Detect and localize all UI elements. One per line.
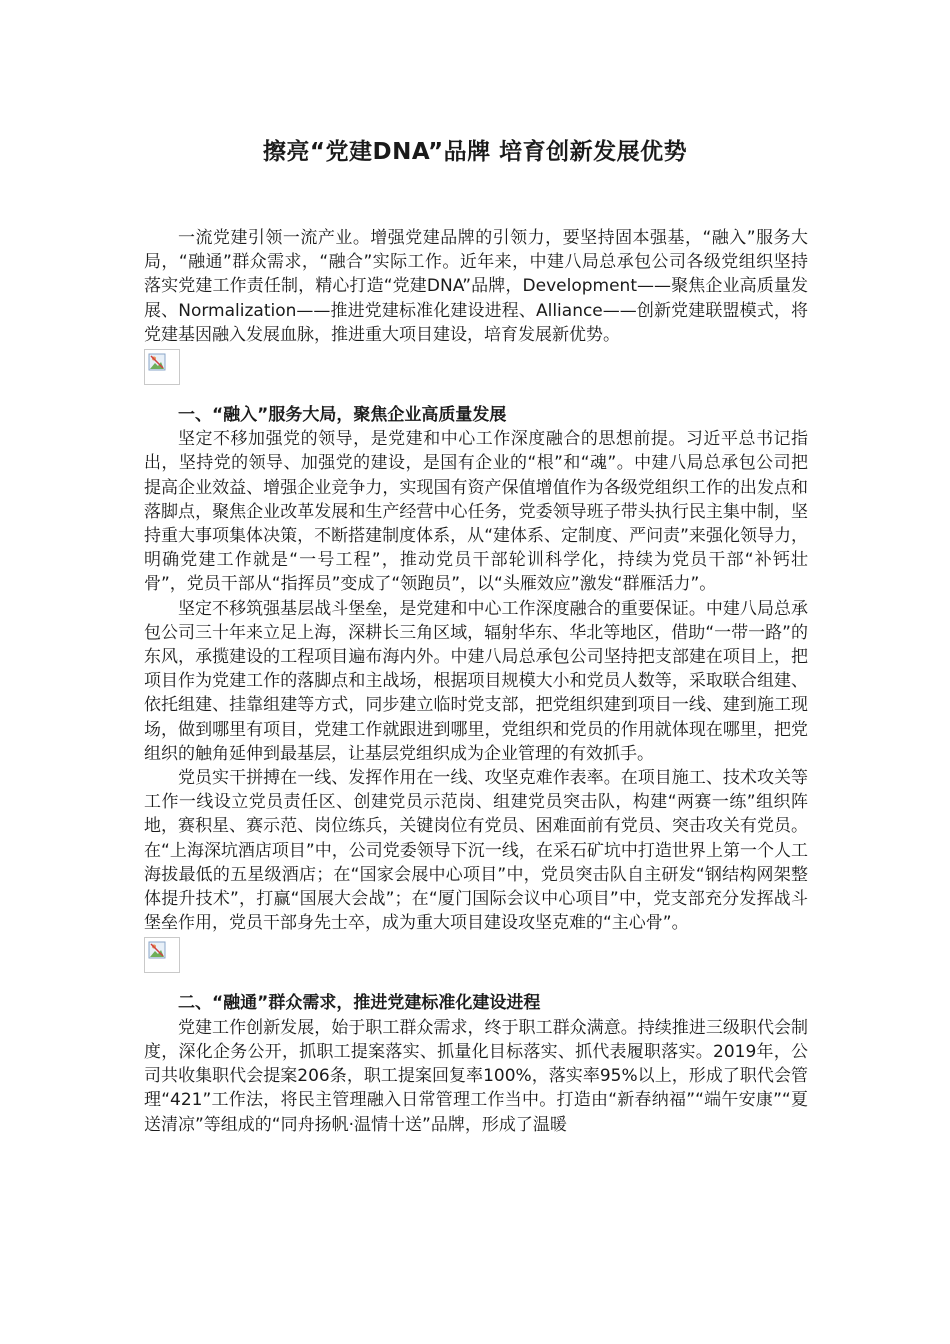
document-title: 擦亮“党建DNA”品牌 培育创新发展优势 <box>262 139 688 165</box>
section-1-paragraph-2: 坚定不移筑强基层战斗堡垒，是党建和中心工作深度融合的重要保证。中建八局总承包公司三十年来立足上海，深耕长三角区域，辐射华东、华北等地区，借助“一带一路”的东风，承揽建设的工程项目遍布海内外。中建八局总承包公司坚持把支部建在项目上，把项目作为党建工作的落脚点和主战场，根据项目规模大小和党员人数等，采取联合组建、依托组建、挂靠组建等方式，同步建立临时党支部，把党组织建到项目一线、建到施工现场，做到哪里有项目，党建工作就跟进到哪里，党组织和党员的作用就体现在哪里，把党组织的触角延伸到最基层，让基层党组织成为企业管理的有效抓手。 <box>144 598 808 764</box>
section-1-paragraph-1: 坚定不移加强党的领导，是党建和中心工作深度融合的思想前提。习近平总书记指出，坚持党的领导、加强党的建设，是国有企业的“根”和“魂”。中建八局总承包公司把提高企业效益、增强企业竞争力，实现国有资产保值增值作为各级党组织工作的出发点和落脚点，聚焦企业改革发展和生产经营中心任务，党委领导班子带头执行民主集中制，坚持重大事项集体决策，不断搭建制度体系，从“建体系、定制度、严问责”来强化领导力，明确党建工作就是“一号工程”，推动党员干部轮训科学化，持续为党员干部“补钙壮骨”，党员干部从“指挥员”变成了“领跑员”，以“头雁效应”激发“群雁活力”。 <box>144 429 808 595</box>
broken-image-icon <box>148 353 176 381</box>
section-2-heading: 二、“融通”群众需求，推进党建标准化建设进程 <box>178 993 541 1014</box>
section-1-heading: 一、“融入”服务大局，聚焦企业高质量发展 <box>178 405 507 426</box>
image-placeholder <box>144 937 180 973</box>
image-placeholder <box>144 349 180 385</box>
document-body <box>144 226 808 1137</box>
section-2-paragraph-1: 党建工作创新发展，始于职工群众需求，终于职工群众满意。持续推进三级职代会制度，深化企务公开，抓职工提案落实、抓量化目标落实、抓代表履职落实。2019年，公司共收集职代会提案206条，职工提案回复率100%，落实率95%以上，形成了职代会管理“421”工作法，将民主管理融入日常管理工作当中。打造由“新春纳福”“端午安康”“夏送清凉”等组成的“同舟扬帆·温情十送”品牌，形成了温暖 <box>144 1017 808 1135</box>
section-1-paragraph-3: 党员实干拼搏在一线、发挥作用在一线、攻坚克难作表率。在项目施工、技术攻关等工作一线设立党员责任区、创建党员示范岗、组建党员突击队，构建“两赛一练”组织阵地，赛积星、赛示范、岗位练兵，关键岗位有党员、困难面前有党员、突击攻关有党员。在“上海深坑酒店项目”中，公司党委领导下沉一线，在采石矿坑中打造世界上第一个人工海拔最低的五星级酒店；在“国家会展中心项目”中，党员突击队自主研发“钢结构网架整体提升技术”，打赢“国展大会战”；在“厦门国际会议中心项目”中，党支部充分发挥战斗堡垒作用，党员干部身先士卒，成为重大项目建设攻坚克难的“主心骨”。 <box>144 768 808 934</box>
intro-paragraph: 一流党建引领一流产业。增强党建品牌的引领力，要坚持固本强基，“融入”服务大局，“融通”群众需求，“融合”实际工作。近年来，中建八局总承包公司各级党组织坚持落实党建工作责任制，精心打造“党建DNA”品牌，Development——聚焦企业高质量发展、Normalization——推进党建标准化建设进程、Alliance——创新党建联盟模式，将党建基因融入发展血脉，推进重大项目建设，培育发展新优势。 <box>144 228 808 345</box>
broken-image-icon <box>148 941 176 969</box>
